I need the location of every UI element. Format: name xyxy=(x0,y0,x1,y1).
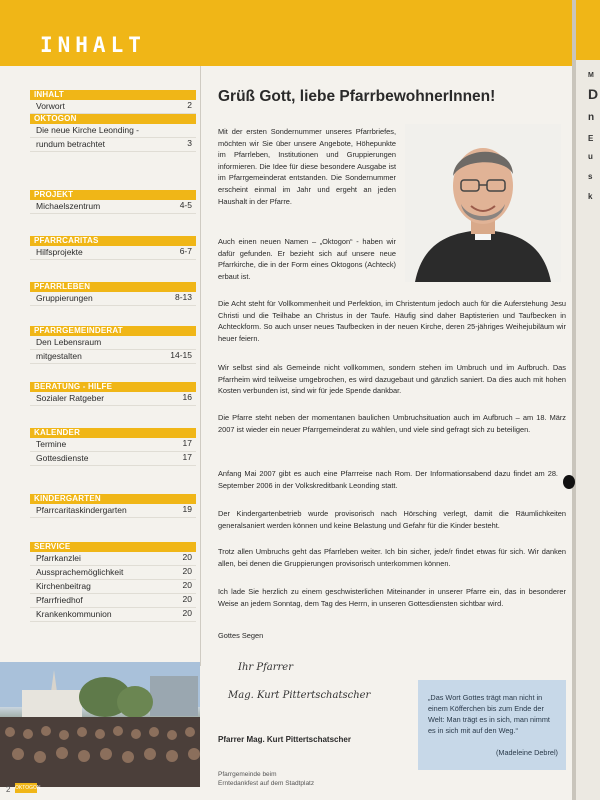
toc-section xyxy=(30,382,196,406)
toc-section xyxy=(30,114,196,152)
toc-entry[interactable] xyxy=(30,504,196,518)
toc-entry-label: Kirchenbeitrag xyxy=(36,581,91,591)
toc-section xyxy=(30,494,196,518)
toc-entry-label: Pfarrcaritaskindergarten xyxy=(36,505,127,515)
toc-entry[interactable] xyxy=(30,580,196,594)
toc-entry[interactable] xyxy=(30,350,196,364)
toc-entry-page: 4-5 xyxy=(179,200,192,210)
toc-entry[interactable] xyxy=(30,452,196,466)
page-number: 2 xyxy=(6,785,11,794)
toc-entry[interactable] xyxy=(30,336,196,350)
next-page-letter: n xyxy=(588,112,595,123)
toc-entry-page: 20 xyxy=(182,594,192,604)
toc-entry-page: 17 xyxy=(182,452,192,462)
toc-entry-label: Hilfsprojekte xyxy=(36,247,83,257)
punch-hole xyxy=(563,475,575,489)
toc-entry[interactable] xyxy=(30,552,196,566)
toc-entry[interactable] xyxy=(30,100,196,114)
toc-section xyxy=(30,90,196,114)
toc-entry[interactable] xyxy=(30,566,196,580)
intro-paragraph-1: Mit der ersten Sondernummer unseres Pfarrbriefes, möchten wir Sie über unsere Angebote, Höhepunkte im Pfarrleben, Institutionen und Gruppierungen informieren. Die Idee für diese besondere Ausgabe ist im Pfarrgemeinderat entstanden. Die Sondernummer erscheint einmal im Jahr und ergeht an jeden Haushalt in der Pfarre. xyxy=(218,127,396,206)
toc-section xyxy=(30,282,196,306)
toc-section-heading: KALENDER xyxy=(30,428,196,438)
toc-entry-label: Sozialer Ratgeber xyxy=(36,393,105,403)
toc-section-heading: PROJEKT xyxy=(30,190,196,200)
toc-entry-label: Michaelszentrum xyxy=(36,201,101,211)
photo-caption-line-1: Pfarrgemeinde beim xyxy=(218,771,277,778)
next-page-letter: k xyxy=(588,192,593,201)
quote-author: (Madeleine Debrel) xyxy=(495,748,558,757)
footer-badge: OKTOGON xyxy=(15,785,41,791)
paragraph-4: Wir selbst sind als Gemeinde nicht vollkommen, sondern stehen im Umbruch und im Aufbruch. Das Pfarrheim wird teilweise umgebrochen, es wird dazugebaut und gänzlich saniert. Da dies auch mit hohen Kosten verbunden ist, sind wir für jede Spende dankbar. xyxy=(218,363,566,396)
toc-entry-label: Gottesdienste xyxy=(36,453,89,463)
toc-section-heading: PFARRCARITAS xyxy=(30,236,196,246)
paragraph-6: Anfang Mai 2007 gibt es auch eine Pfarrreise nach Rom. Der Informationsabend dazu findet am 28. September 2006 in der Volkskreditbank Leonding statt. xyxy=(218,469,558,490)
toc-section-heading: SERVICE xyxy=(30,542,196,552)
toc-entry-page: 20 xyxy=(182,566,192,576)
signer-name: Pfarrer Mag. Kurt Pittertschatscher xyxy=(218,735,351,744)
toc-section-heading: PFARRGEMEINDERAT xyxy=(30,326,196,336)
toc-entry[interactable] xyxy=(30,392,196,406)
signature-line-2: Mag. Kurt Pittertschatscher xyxy=(228,690,371,701)
toc-entry-label: Pfarrfriedhof xyxy=(36,595,83,605)
toc-entry-label: Den Lebensraum xyxy=(36,337,102,347)
toc-entry[interactable] xyxy=(30,138,196,152)
next-page-edge xyxy=(572,0,600,800)
closing-line: Gottes Segen xyxy=(218,631,264,640)
toc-entry-page: 17 xyxy=(182,438,192,448)
toc-entry[interactable] xyxy=(30,124,196,138)
toc-entry-page: 20 xyxy=(182,552,192,562)
paragraph-5: Die Pfarre steht neben der momentanen baulichen Umbruchsituation auch im Aufbruch – am 18. März 2007 ist wieder ein neuer Pfarrgemeinderat zu wählen, und viele sind gefragt sich zu beteiligen. xyxy=(218,413,566,434)
toc-entry-label: Krankenkommunion xyxy=(36,609,112,619)
next-page-letter: u xyxy=(588,152,593,161)
paragraph-8: Trotz allen Umbruchs geht das Pfarrleben weiter. Ich bin sicher, jede/r findet etwas für sich. Wir danken allen, bei denen die Gruppierungen provisorisch unterkommen können. xyxy=(218,547,566,568)
toc-entry-label: Gruppierungen xyxy=(36,293,93,303)
toc-entry-label: Die neue Kirche Leonding - xyxy=(36,125,140,135)
quote-text: „Das Wort Gottes trägt man nicht in einem Köfferchen bis zum Ende der Welt: Man trägt es in sich, man nimmt es in sich mit auf den Weg.“ xyxy=(428,693,550,735)
toc-section xyxy=(30,542,196,622)
toc-entry-page: 14-15 xyxy=(170,350,192,360)
toc-entry-label: rundum betrachtet xyxy=(36,139,105,149)
pastor-portrait-drawing xyxy=(405,124,561,282)
paragraph-3: Die Acht steht für Vollkommenheit und Perfektion, im Christentum jedoch auch für die Auferstehung Jesu Christi und die Teilhabe an Christus in der Taufe. Häufig sind daher Baptisterien und Taufbecken in Achteckform. So auch unser neues Taufbecken in der neuen Kirche, deren 25-jähriges Weihejubiläum wir heuer feiern. xyxy=(218,299,566,343)
header-band xyxy=(0,0,572,66)
toc-entry-page: 16 xyxy=(182,392,192,402)
toc-section xyxy=(30,428,196,466)
toc-section-heading: PFARRLEBEN xyxy=(30,282,196,292)
congregation-photo-drawing xyxy=(0,662,200,787)
toc-section-heading: KINDERGARTEN xyxy=(30,494,196,504)
page-fold-shadow xyxy=(572,0,576,800)
quote-box xyxy=(418,680,566,770)
toc-entry[interactable] xyxy=(30,594,196,608)
toc-entry-page: 6-7 xyxy=(179,246,192,256)
toc-entry-page: 8-13 xyxy=(174,292,192,302)
toc-section xyxy=(30,326,196,364)
toc-entry[interactable] xyxy=(30,200,196,214)
greeting-heading: Grüß Gott, liebe PfarrbewohnerInnen! xyxy=(218,88,496,105)
toc-entry[interactable] xyxy=(30,292,196,306)
next-page-header-band xyxy=(572,0,600,60)
toc-entry-page: 2 xyxy=(187,100,192,110)
toc-section-heading: BERATUNG - HILFE xyxy=(30,382,196,392)
toc-entry-label: mitgestalten xyxy=(36,351,82,361)
toc-section-heading: INHALT xyxy=(30,90,196,100)
column-divider xyxy=(200,66,201,666)
paragraph-7: Der Kindergartenbetrieb wurde provisorisch nach Hörsching verlegt, damit die Räumlichkeiten generalsaniert werden können und keine Belastung und Gefahr für die Kinder besteht. xyxy=(218,509,566,530)
toc-entry-label: Pfarrkanzlei xyxy=(36,553,81,563)
toc-section-heading: OKTOGON xyxy=(30,114,196,124)
toc-section xyxy=(30,190,196,214)
toc-entry[interactable] xyxy=(30,438,196,452)
toc-section xyxy=(30,236,196,260)
toc-entry[interactable] xyxy=(30,608,196,622)
toc-entry-label: Aussprachemöglichkeit xyxy=(36,567,124,577)
next-page-letter: M xyxy=(588,72,594,79)
toc-entry-page: 20 xyxy=(182,580,192,590)
next-page-letter: E xyxy=(588,134,594,143)
photo-caption xyxy=(218,770,314,788)
toc-entry-page: 19 xyxy=(182,504,192,514)
pastor-portrait xyxy=(405,124,561,282)
signature-line-1: Ihr Pfarrer xyxy=(238,662,293,673)
intro-paragraph-2: Auch einen neuen Namen – „Oktogon“ - haben wir dafür gefunden. Er bezieht sich auf unsere neue Pfarrkirche, die in der Form eines Oktogons (Achteck) erbaut ist. xyxy=(218,237,396,281)
paragraph-9: Ich lade Sie herzlich zu einem geschwisterlichen Miteinander in unserer Pfarre ein, das in besonderer Weise an jedem Sonntag, dem Tag des Herrn, in unseren Gottesdiensten sichtbar wird. xyxy=(218,587,566,608)
toc-entry[interactable] xyxy=(30,246,196,260)
next-page-letter: s xyxy=(588,172,593,181)
congregation-photo xyxy=(0,662,200,787)
next-page-letter: D xyxy=(588,86,599,102)
toc-entry-page: 3 xyxy=(187,138,192,148)
toc-entry-page: 20 xyxy=(182,608,192,618)
photo-caption-line-2: Erntedankfest auf dem Stadtplatz xyxy=(218,780,315,787)
toc-entry-label: Vorwort xyxy=(36,101,65,111)
toc-entry-label: Termine xyxy=(36,439,67,449)
page-title: INHALT xyxy=(40,33,146,57)
